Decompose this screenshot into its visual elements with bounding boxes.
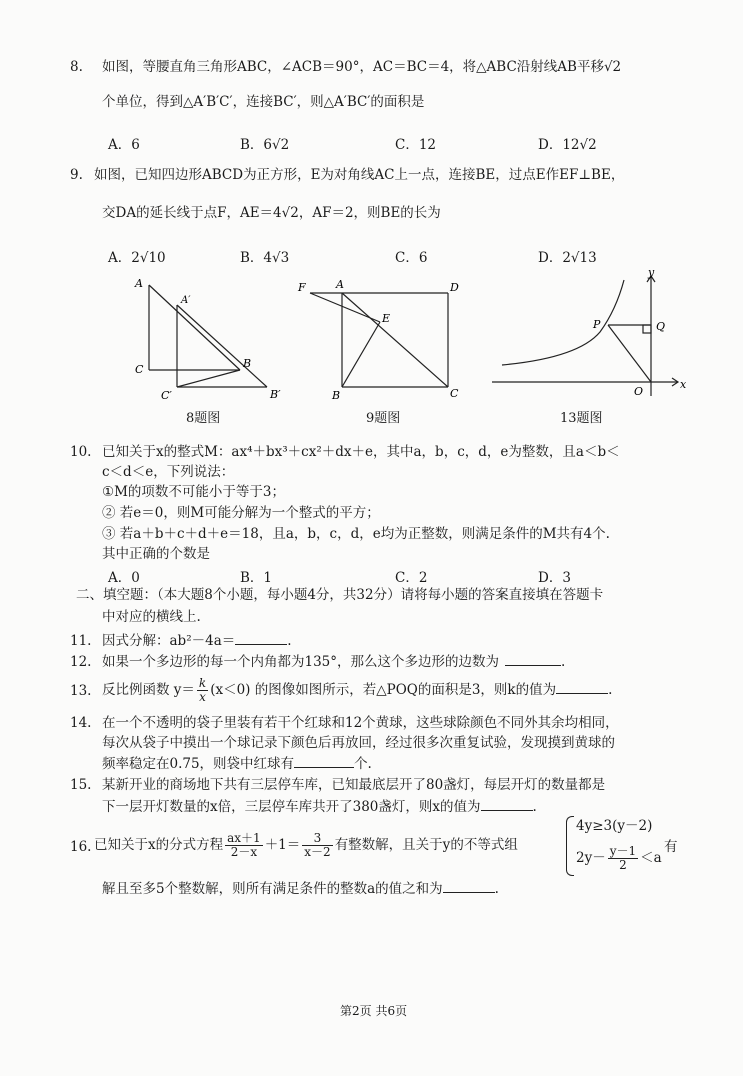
fig8-label-c: C xyxy=(135,363,144,376)
q10-number: 10. xyxy=(70,444,92,460)
fig13-label-o: O xyxy=(634,385,644,398)
q13-number: 13. xyxy=(70,683,92,699)
q14-number: 14. xyxy=(70,715,92,731)
section2-heading-line2: 中对应的横线上. xyxy=(102,609,201,625)
q10-option-a: A．0 xyxy=(108,570,140,586)
q14-line3-text: 频率稳定在0.75，则袋中红球有 xyxy=(102,756,295,772)
q16-f2-den: x－2 xyxy=(304,845,331,859)
q15-line2-text: 下一层开灯数量的x倍，三层停车库共开了380盏灯，则x的值为 xyxy=(102,799,481,815)
q8-option-b: B．6√2 xyxy=(240,137,290,153)
q10-line2: c＜d＜e，下列说法： xyxy=(102,464,235,480)
q10-option-b: B．1 xyxy=(240,570,273,586)
q14-line3 xyxy=(102,755,372,773)
q9-option-b: B．4√3 xyxy=(240,250,290,266)
figure-13 xyxy=(488,270,693,405)
q13-frac-num: k xyxy=(198,676,207,690)
q16-fraction-2 xyxy=(302,832,332,859)
q11-end: . xyxy=(287,633,292,649)
q12-number: 12. xyxy=(70,654,92,670)
q14-answer-blank[interactable] xyxy=(294,767,354,768)
q16-number: 16. xyxy=(70,839,92,855)
q13-fraction xyxy=(197,677,208,704)
q16-line2-text: 解且至多5个整数解，则所有满足条件的整数a的值之和为 xyxy=(102,881,443,897)
q13-text xyxy=(102,675,612,705)
q9-option-c: C．6 xyxy=(395,250,428,266)
q15-end: . xyxy=(532,799,537,815)
q9-line2: 交DA的延长线于点F，AE＝4√2，AF＝2，则BE的长为 xyxy=(102,205,441,221)
fig8-label-b-prime: B′ xyxy=(270,388,281,401)
q16-end: . xyxy=(494,881,499,897)
fig13-caption: 13题图 xyxy=(560,411,603,426)
q16-line1 xyxy=(94,830,518,860)
q9-option-a: A．2√10 xyxy=(108,250,166,266)
fig13-label-q: Q xyxy=(656,320,666,333)
q8-number: 8. xyxy=(70,59,83,75)
fig9-caption: 9题图 xyxy=(366,411,401,426)
q14-line2: 每次从袋子中摸出一个球记录下颜色后再放回，经过很多次重复试验，发现摸到黄球的 xyxy=(102,735,615,751)
q8-option-d: D．12√2 xyxy=(538,137,597,153)
q16-inequality-1: 4y≥3(y－2) xyxy=(576,818,653,834)
fig9-label-f: F xyxy=(298,281,306,294)
q10-line3: ①M的项数不可能小于等于3； xyxy=(102,484,286,500)
q12-text xyxy=(102,653,565,671)
q16-tail: 有 xyxy=(664,839,678,855)
q16-f1-num: ax＋1 xyxy=(227,831,261,845)
q15-line2 xyxy=(102,798,537,816)
q13-answer-blank[interactable] xyxy=(556,693,608,694)
q16-mid: ＋1＝ xyxy=(264,837,301,853)
fig9-label-a: A xyxy=(336,278,344,291)
q15-answer-blank[interactable] xyxy=(481,810,533,811)
q10-line5: ③ 若a＋b＋c＋d＋e＝18，且a，b，c，d，e均为正整数，则满足条件的M共有4个. xyxy=(102,526,610,542)
q16-ineq2-pre: 2y－ xyxy=(576,850,606,866)
q10-line1: 已知关于x的整式M：ax⁴＋bx³＋cx²＋dx＋e，其中a，b，c，d，e为整数，且a＜b＜ xyxy=(102,444,620,460)
fig13-label-x: x xyxy=(680,378,687,391)
q16-brace xyxy=(566,816,574,876)
q10-line4: ② 若e＝0，则M可能分解为一个整式的平方； xyxy=(102,505,380,521)
q13-pre: 反比例函数 y＝ xyxy=(102,682,195,698)
q11-prompt: 因式分解：ab²－4a＝ xyxy=(102,633,236,649)
q13-post: (x＜0) 的图像如图所示，若△POQ的面积是3，则k的值为 xyxy=(210,682,557,698)
q10-option-c: C．2 xyxy=(395,570,428,586)
q16-fraction-1 xyxy=(225,832,263,859)
fig8-caption: 8题图 xyxy=(186,411,221,426)
fig9-label-d: D xyxy=(450,281,459,294)
fig9-label-b: B xyxy=(332,389,341,402)
q11-answer-blank[interactable] xyxy=(235,644,287,645)
fig13-label-p: P xyxy=(593,318,601,331)
q12-end: . xyxy=(561,654,566,670)
q16-f1-den: 2－x xyxy=(230,845,258,859)
q11-number: 11. xyxy=(70,633,92,649)
q12-prompt: 如果一个多边形的每一个内角都为135°，那么这个多边形的边数为 xyxy=(102,654,500,670)
q9-line1: 如图，已知四边形ABCD为正方形，E为对角线AC上一点，连接BE，过点E作EF⊥BE， xyxy=(94,167,625,183)
fig8-label-c-prime: C′ xyxy=(161,389,172,402)
q8-option-a: A．6 xyxy=(108,137,140,153)
q8-line1: 如图，等腰直角三角形ABC，∠ACB＝90°，AC＝BC＝4，将△ABC沿射线AB平移√2 xyxy=(102,59,622,75)
q12-answer-blank[interactable] xyxy=(505,665,561,666)
fig9-label-c: C xyxy=(450,387,459,400)
q10-line6: 其中正确的个数是 xyxy=(102,546,210,562)
q15-number: 15. xyxy=(70,777,92,793)
section2-heading-line1: 二、填空题：（本大题8个小题，每小题4分，共32分）请将每小题的答案直接填在答题卡 xyxy=(76,587,604,603)
q16-inequality-2 xyxy=(576,845,662,872)
q16-pre: 已知关于x的分式方程 xyxy=(94,837,224,853)
fig8-label-b: B xyxy=(243,357,252,370)
page-footer: 第2页 共6页 xyxy=(340,1004,408,1018)
fig9-label-e: E xyxy=(382,312,391,325)
q13-end: . xyxy=(608,682,613,698)
figure-9 xyxy=(292,275,472,405)
q9-option-d: D．2√13 xyxy=(538,250,597,266)
q9-number: 9. xyxy=(70,167,83,183)
q16-post: 有整数解，且关于y的不等式组 xyxy=(334,837,518,853)
fig13-label-y: y xyxy=(648,270,655,279)
q16-ineq2-post: ＜a xyxy=(640,850,662,866)
q14-line3-end: 个. xyxy=(354,756,372,772)
q16-ineq2-den: 2 xyxy=(619,858,627,872)
q8-line2: 个单位，得到△A′B′C′，连接BC′，则△A′BC′的面积是 xyxy=(102,94,425,110)
q14-line1: 在一个不透明的袋子里装有若干个红球和12个黄球，这些球除颜色不同外其余均相同， xyxy=(102,715,619,731)
q11-text xyxy=(102,632,292,650)
q16-ineq2-num: y－1 xyxy=(609,844,637,858)
figure-8 xyxy=(125,275,295,405)
q16-f2-num: 3 xyxy=(302,832,332,846)
q16-ineq2-fraction xyxy=(608,845,638,872)
q8-option-c: C．12 xyxy=(395,137,437,153)
fig8-label-a: A xyxy=(135,277,143,290)
q13-frac-den: x xyxy=(199,690,206,704)
q10-option-d: D．3 xyxy=(538,570,571,586)
q16-answer-blank[interactable] xyxy=(443,892,495,893)
fig8-label-a-prime: A′ xyxy=(181,295,191,306)
q15-line1: 某新开业的商场地下共有三层停车库，已知最底层开了80盏灯，每层开灯的数量都是 xyxy=(102,777,606,793)
q16-line2 xyxy=(102,880,499,898)
